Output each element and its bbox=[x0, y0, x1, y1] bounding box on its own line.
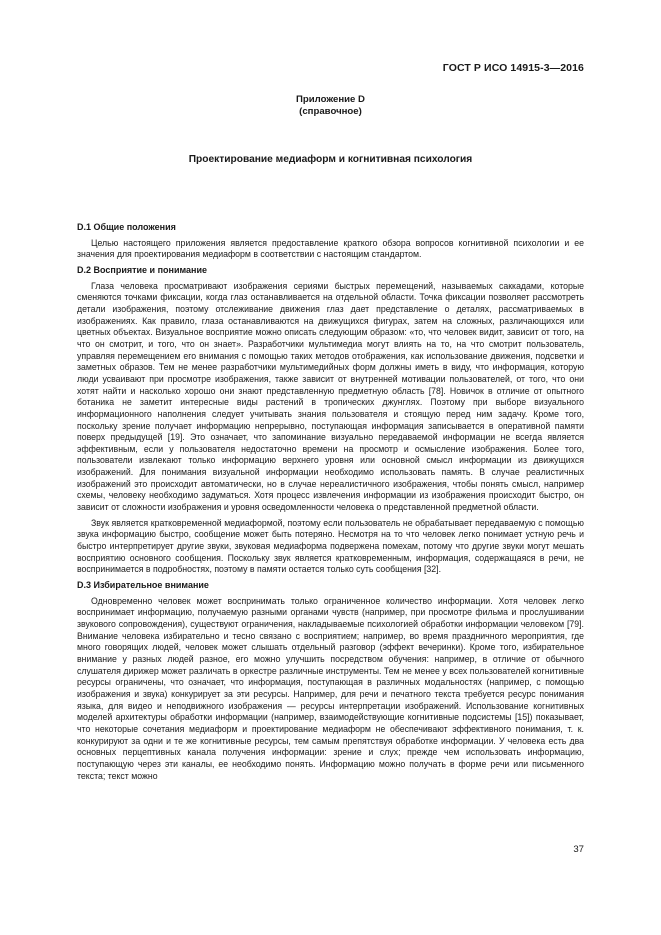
section-heading: D.1 Общие положения bbox=[77, 222, 176, 232]
section-d2 bbox=[77, 265, 584, 576]
paragraph: Одновременно человек может воспринимать только ограниченное количество информации. Хотя человек легко воспринимает информацию, получаемую разными органами чувств (например, при просмотре фильма и прослушивании звукового сопровождения), существуют ограничения, накладываемые психологией обработки информации человеком [79]. Внимание человека избирательно и тесно связано с восприятием; например, во время праздничного мероприятия, где много говорящих людей, человек может слышать отдельный разговор (эффект вечеринки). Кроме того, избирательное внимание у разных людей разное, его можно улучшить посредством обучения: например, в отличие от обычного слушателя дирижер может различать в оркестре различные инструменты. Тем не менее у всех пользователей когнитивные ресурсы ограничены, что означает, что информация, поступающая в различных модальностях (например, с помощью изображения и звука) конкурирует за эти ресурсы. Например, для речи и печатного текста требуется ресурс понимания языка, для видео и неподвижного изображения — ресурсы интерпретации изображений. Использование когнитивных моделей архитектуры обработки информации (например, взаимодействующие когнитивные подсистемы [15]) показывает, что некоторые сочетания медиаформ и проектирование медиаформ не обеспечивают эффективного понимания, т. к. конкурируют за одни и те же когнитивные ресурсы, тем самым препятствуя обработке информации. У человека есть два основных перцептивных канала получения информации: зрение и слух; прежде чем использовать информацию, поступающую через эти каналы, ее необходимо понять. Информацию можно получать в форме речи или письменного текста; текст можно bbox=[77, 595, 584, 781]
appendix-label: Приложение D bbox=[296, 94, 365, 105]
appendix-heading bbox=[0, 94, 661, 118]
paragraph: Звук является кратковременной медиаформой, поэтому если пользователь не обрабатывает передаваемую с помощью звука информацию быстро, сообщение может быть потеряно. Несмотря на то что человек легко понимает устную речь и быстро интерпретирует другие звуки, звуковая медиаформа подвержена помехам, потому что другие звуки могут мешать восприятию основного сообщения. Поскольку звук является кратковременным, информация, содержащаяся в речи, не воспринимается в подробностях, поэтому в памяти остается только суть сообщения [32]. bbox=[77, 517, 584, 575]
section-heading: D.2 Восприятие и понимание bbox=[77, 264, 208, 275]
body-text bbox=[77, 222, 584, 786]
page-number: 37 bbox=[573, 844, 584, 855]
paragraph: Глаза человека просматривают изображения сериями быстрых перемещений, называемых саккадами, которые сменяются точками фиксации, когда глаз останавливается на отдельной области. Точка фиксации позволяет рассмотреть детали изображения, поэтому отслеживание движения глаз дает представление о деталях, рассматриваемых в изображениях. Как правило, глаза останавливаются на движущихся фигурах, затем на сложных, различающихся или цветных объектах. Визуальное восприятие можно описать следующим образом: «то, что человек видит, зависит от того, на что он смотрит, и того, что он знает». Разработчики мультимедиа могут влиять на то, на что смотрит пользователь, управляя перемещением его внимания с помощью таких методов отображения, как использование движения, подсветки и заметных образов. Тем не менее разработчики мультимедийных форм должны иметь в виду, что информация, которую люди усваивают при просмотре изображения, также зависит от внутренней мотивации пользователей, от того, что они хотят найти и насколько хорошо они знают представленную предметную область [78]. Новичок в отличие от опытного ботаника не заметит интересные виды растений в тропических джунглях. Поэтому при выборе визуального информационного наполнения следует учитывать знания пользователя и стоящую перед ним задачу. Кроме того, поскольку зрение получает информацию непрерывно, поступающая информация записывается в оперативной памяти поверх предыдущей [19]. Это означает, что запоминание визуально передаваемой информации не всегда является эффективным, если у пользователя недостаточно времени на просмотр и осмысление изображения. Более того, пользователи извлекают только информацию верхнего уровня или основной смысл информации из движущихся изображений. Для понимания визуальной информации необходимо использовать память. В случае реалистичных изображений это происходит автоматически, но в случае нереалистичного изображения, чтобы понять смысл, например схемы, человеку необходимо задуматься. Хотя процесс извлечения информации из изображения происходит быстро, он зависит от сложности изображения и уровня осведомленности человека о представленной предметной области. bbox=[77, 280, 584, 513]
section-heading: D.3 Избирательное внимание bbox=[77, 580, 209, 591]
paragraph: Целью настоящего приложения является предоставление краткого обзора вопросов когнитивной психологии и ее значения для проектирования медиаформ в соответствии с настоящим стандартом. bbox=[77, 237, 584, 260]
page-title: Проектирование медиаформ и когнитивная психология bbox=[188, 154, 473, 165]
standard-number: ГОСТ Р ИСО 14915-3—2016 bbox=[442, 62, 584, 74]
appendix-type: (справочное) bbox=[299, 106, 362, 117]
section-d1 bbox=[77, 222, 584, 261]
section-d3 bbox=[77, 580, 584, 782]
